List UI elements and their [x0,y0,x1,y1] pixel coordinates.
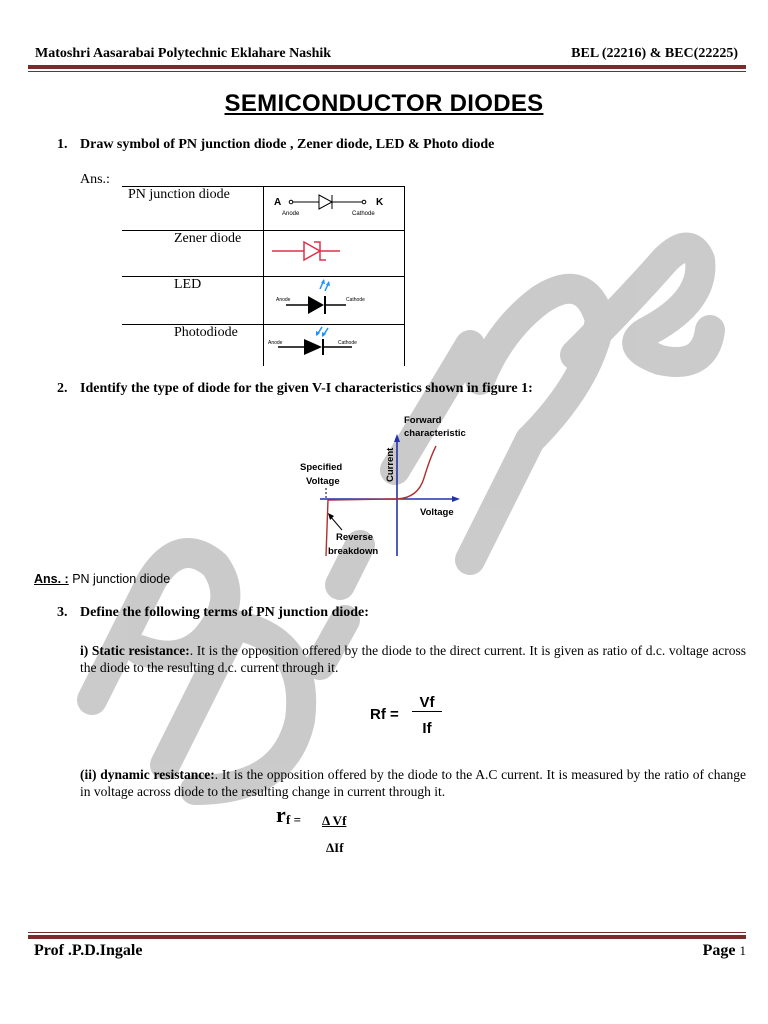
pn-cathode-label: Cathode [352,211,375,217]
footer-page-number: 1 [739,943,746,958]
pn-anode-label: Anode [282,211,300,217]
pn-diode-icon [264,187,404,225]
photodiode-cathode-label: Cathode [338,340,357,346]
header-institute: Matoshri Aasarabai Polytechnic Eklahare Nashik [35,46,332,61]
symbol-row [122,187,405,231]
q3-text: Define the following terms of PN junction diode: [80,605,369,620]
pn-diode-symbol [264,187,405,231]
voltage-axis-label: Voltage [420,507,454,518]
symbol-row [122,277,405,325]
static-resistance-body: . It is the opposition offered by the diode to the direct current. It is given as ratio of d.c. voltage across the diode to the resulting d.c. current through it. [80,643,746,675]
led-anode-label: Anode [276,297,291,303]
forward-curve [397,446,436,499]
dynamic-resistance-body: . It is the opposition offered by the diode to the A.C current. It is measured by the ratio of change in voltage across diode to the resulting change in current through it. [80,767,747,799]
q1-number: 1. [57,137,68,152]
led-cathode-label: Cathode [346,297,365,303]
formula-rf-numerator: Vf [412,694,442,712]
q1-text: Draw symbol of PN junction diode , Zener diode, LED & Photo diode [80,137,495,152]
photodiode-symbol [264,325,405,367]
q2-ans-label: Ans. : [34,572,69,586]
forward-label-1: Forward [404,415,442,426]
header-rule-thin [28,71,746,72]
q2-text: Identify the type of diode for the given V-I characteristics shown in figure 1: [80,381,533,396]
reverse-label-2: breakdown [328,546,379,556]
specified-label-1: Specified [300,462,343,473]
footer-page [703,942,746,960]
symbol-name: PN junction diode [122,187,264,231]
formula-rd-denominator: ΔIf [326,840,344,855]
photodiode-icon [264,325,404,361]
formula-rf-lhs: Rf = [370,706,399,723]
q3-number: 3. [57,605,68,620]
footer-page-label: Page [702,942,736,959]
static-resistance-heading: i) Static resistance: [80,643,190,658]
current-axis-label: Current [385,447,396,482]
forward-label-2: characteristic [404,428,466,439]
symbol-name: Photodiode [122,325,264,367]
zener-diode-icon [264,231,404,271]
footer-author: Prof .P.D.Ingale [34,942,143,959]
symbol-row [122,325,405,367]
symbol-row [122,231,405,277]
q2-ans-text: PN junction diode [72,572,171,586]
q2-answer [34,572,170,586]
led-icon [264,277,404,319]
q2-number: 2. [57,381,68,396]
specified-label-2: Voltage [306,476,340,487]
reverse-label-1: Reverse [336,532,373,543]
dynamic-resistance-heading: (ii) dynamic resistance: [80,767,215,782]
photodiode-anode-label: Anode [268,340,283,346]
formula-rd-numerator: Δ Vf [322,813,347,828]
formula-rd-sub: f = [286,812,301,827]
header-course: BEL (22216) & BEC(22225) [571,46,738,61]
symbol-name: Zener diode [122,231,264,277]
formula-rf-denominator: If [422,720,432,737]
static-resistance-para [80,642,746,676]
header-rule [28,65,746,69]
pn-cathode-tag: K [376,197,384,208]
footer-rule-thin [28,932,746,933]
footer-rule [28,935,746,939]
vi-characteristic-figure [290,408,490,556]
symbol-name: LED [122,277,264,325]
led-symbol [264,277,405,325]
pn-anode-tag: A [274,197,282,208]
formula-rd-r: r [276,802,286,827]
zener-diode-symbol [264,231,405,277]
page-title: SEMICONDUCTOR DIODES [224,90,544,117]
dynamic-resistance-para [80,766,746,800]
q1-ans-label: Ans.: [80,172,110,187]
symbol-table [122,186,405,366]
